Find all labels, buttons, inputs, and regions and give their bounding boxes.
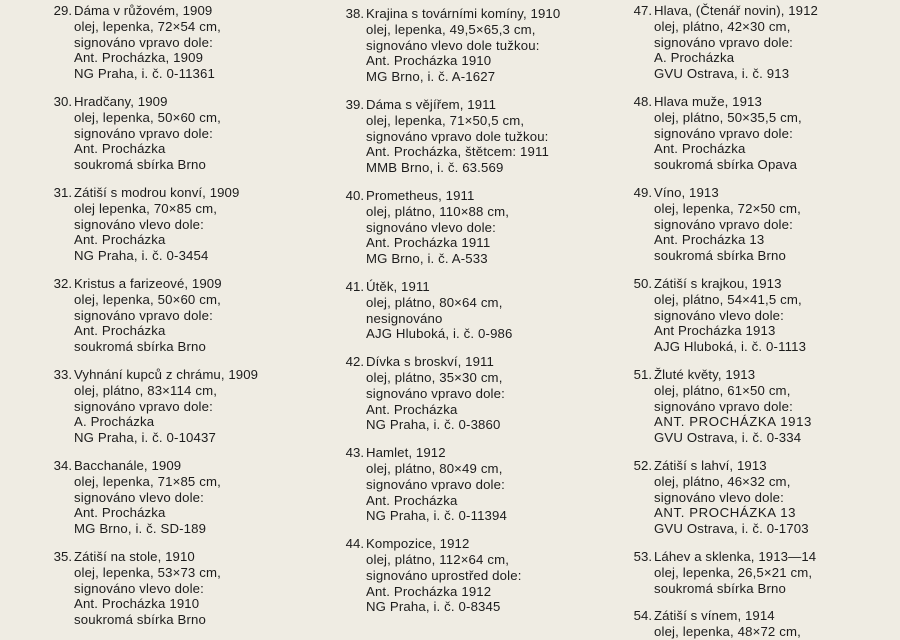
- entry-collection: MG Brno, i. č. A-1627: [366, 69, 496, 85]
- entry-title: Hlava, (Čtenář novin), 1912: [654, 3, 818, 18]
- entry-signature-text: ANT. PROCHÁZKA 13: [654, 505, 797, 521]
- entry-collection: soukromá sbírka Brno: [74, 157, 206, 173]
- entry-number: 30.: [53, 93, 72, 109]
- entry-collection: soukromá sbírka Brno: [654, 248, 786, 264]
- catalogue-entry-50: [622, 276, 892, 355]
- entry-collection: soukromá sbírka Brno: [74, 339, 206, 355]
- entry-signature-text: Ant. Procházka, 1909: [74, 50, 204, 66]
- entry-title: Kristus a farizeové, 1909: [74, 275, 222, 291]
- entry-collection: GVU Ostrava, i. č. 913: [654, 66, 790, 82]
- entry-number: 43.: [345, 445, 364, 461]
- entry-signature: signováno vpravo dole:: [654, 398, 793, 414]
- entry-medium: olej, plátno, 35×30 cm,: [366, 369, 503, 385]
- entry-medium: olej, lepenka, 71×50,5 cm,: [366, 112, 525, 128]
- catalogue-entry-32: [42, 276, 312, 355]
- entry-signature-text: Ant. Procházka: [74, 505, 166, 521]
- entry-number: 31.: [53, 184, 72, 200]
- entry-collection: NG Praha, i. č. 0-3860: [366, 417, 501, 433]
- entry-signature-text: A. Procházka: [654, 50, 735, 66]
- entry-title: Prometheus, 1911: [366, 187, 475, 203]
- entry-signature-text: Ant. Procházka: [654, 141, 746, 157]
- catalogue-entry-52: [622, 458, 892, 537]
- entry-medium: olej, lepenka, 53×73 cm,: [74, 564, 221, 580]
- entry-medium: olej, plátno, 46×32 cm,: [654, 473, 791, 489]
- entry-medium: olej, lepenka, 72×54 cm,: [74, 18, 221, 34]
- entry-title: Víno, 1913: [654, 184, 719, 200]
- entry-title: Kompozice, 1912: [366, 536, 470, 552]
- entry-number: 51.: [633, 366, 652, 382]
- entry-collection: soukromá sbírka Brno: [654, 580, 786, 596]
- entry-number: 49.: [633, 184, 652, 200]
- entry-signature-text: Ant. Procházka 1911: [366, 235, 491, 251]
- entry-medium: olej, lepenka, 50×60 cm,: [74, 291, 221, 307]
- entry-signature: signováno vlevo dole:: [654, 489, 784, 505]
- catalogue-column-1: [42, 0, 312, 628]
- entry-title: Zátiší s lahví, 1913: [654, 457, 767, 473]
- entry-signature: signováno vlevo dole tužkou:: [366, 37, 540, 53]
- entry-signature-text: Ant. Procházka: [366, 401, 458, 417]
- entry-number: 34.: [53, 457, 72, 473]
- entry-collection: NG Praha, i. č. 0-8345: [366, 599, 501, 615]
- catalogue-entry-38: [334, 6, 614, 85]
- entry-medium: olej, plátno, 50×35,5 cm,: [654, 109, 802, 125]
- entry-medium: olej, lepenka, 49,5×65,3 cm,: [366, 21, 536, 37]
- entry-number: 29.: [53, 3, 72, 18]
- entry-signature-text: Ant Procházka 1913: [654, 323, 776, 339]
- entry-signature-text: Ant. Procházka 1910: [366, 53, 492, 69]
- catalogue-column-2: [334, 0, 614, 615]
- entry-signature: signováno vlevo dole:: [366, 219, 496, 235]
- entry-title: Dívka s broskví, 1911: [366, 354, 494, 370]
- entry-title: Útěk, 1911: [366, 278, 430, 294]
- entry-medium: olej, plátno, 42×30 cm,: [654, 18, 791, 34]
- entry-signature: signováno vlevo dole:: [74, 216, 204, 232]
- entry-collection: MG Brno, i. č. A-533: [366, 251, 488, 267]
- entry-medium: olej, plátno, 112×64 cm,: [366, 551, 510, 567]
- entry-signature: nesignováno: [366, 310, 443, 326]
- entry-signature: signováno vpravo dole:: [654, 34, 793, 50]
- entry-number: 41.: [345, 278, 364, 294]
- catalogue-column-3: [622, 0, 892, 640]
- catalogue-entry-53: [622, 549, 892, 596]
- entry-number: 33.: [53, 366, 72, 382]
- entry-title: Krajina s továrními komíny, 1910: [366, 6, 561, 21]
- entry-medium: olej, lepenka, 48×72 cm,: [654, 624, 801, 640]
- entry-collection: MMB Brno, i. č. 63.569: [366, 160, 504, 176]
- entry-signature: signováno vlevo dole:: [74, 580, 204, 596]
- entry-number: 44.: [345, 536, 364, 552]
- entry-signature-text: Ant. Procházka 13: [654, 232, 765, 248]
- entry-number: 54.: [633, 608, 652, 624]
- entry-title: Žluté květy, 1913: [654, 366, 756, 382]
- catalogue-entry-44: [334, 536, 614, 615]
- entry-signature-text: Ant. Procházka 1910: [74, 596, 200, 612]
- entry-number: 38.: [345, 6, 364, 21]
- entry-signature-text: A. Procházka: [74, 414, 155, 430]
- entry-collection: soukromá sbírka Brno: [74, 612, 206, 628]
- entry-title: Zátiší s krajkou, 1913: [654, 275, 782, 291]
- entry-signature-text: Ant. Procházka: [74, 232, 166, 248]
- entry-signature: signováno vlevo dole:: [74, 489, 204, 505]
- catalogue-entry-30: [42, 94, 312, 173]
- entry-title: Dáma v růžovém, 1909: [74, 3, 213, 18]
- entry-collection: soukromá sbírka Opava: [654, 157, 798, 173]
- entry-medium: olej, plátno, 61×50 cm,: [654, 382, 791, 398]
- entry-number: 40.: [345, 187, 364, 203]
- entry-medium: olej, plátno, 80×49 cm,: [366, 460, 503, 476]
- entry-collection: GVU Ostrava, i. č. 0-1703: [654, 521, 809, 537]
- entry-signature: signováno vpravo dole:: [366, 476, 505, 492]
- catalogue-entry-33: [42, 367, 312, 446]
- entry-signature: signováno vpravo dole:: [366, 385, 505, 401]
- entry-number: 47.: [633, 3, 652, 18]
- entry-number: 48.: [633, 93, 652, 109]
- entry-collection: AJG Hluboká, i. č. 0-986: [366, 326, 513, 342]
- entry-collection: NG Praha, i. č. 0-10437: [74, 430, 216, 446]
- entry-medium: olej, plátno, 110×88 cm,: [366, 203, 510, 219]
- catalogue-entry-41: [334, 279, 614, 342]
- entry-medium: olej, plátno, 54×41,5 cm,: [654, 291, 802, 307]
- entry-collection: MG Brno, i. č. SD-189: [74, 521, 207, 537]
- entry-signature: signováno vlevo dole:: [654, 307, 784, 323]
- entry-signature: signováno vpravo dole:: [74, 398, 213, 414]
- entry-title: Zátiší s vínem, 1914: [654, 608, 775, 624]
- entry-signature-text: Ant. Procházka 1912: [366, 583, 492, 599]
- entry-signature-text: Ant. Procházka, štětcem: 1911: [366, 144, 549, 160]
- entry-title: Bacchanále, 1909: [74, 457, 182, 473]
- entry-number: 32.: [53, 275, 72, 291]
- entry-signature-text: ANT. PROCHÁZKA 1913: [654, 414, 812, 430]
- entry-title: Láhev a sklenka, 1913—14: [654, 548, 817, 564]
- entry-title: Hradčany, 1909: [74, 93, 168, 109]
- entry-medium: olej, lepenka, 50×60 cm,: [74, 109, 221, 125]
- entry-collection: NG Praha, i. č. 0-11361: [74, 66, 216, 82]
- entry-number: 52.: [633, 457, 652, 473]
- entry-signature: signováno vpravo dole tužkou:: [366, 128, 549, 144]
- entry-medium: olej, plátno, 83×114 cm,: [74, 382, 218, 398]
- entry-collection: AJG Hluboká, i. č. 0-1113: [654, 339, 807, 355]
- catalogue-entry-29: [42, 3, 312, 82]
- catalogue-entry-39: [334, 97, 614, 176]
- entry-number: 53.: [633, 548, 652, 564]
- entry-signature: signováno vpravo dole:: [654, 216, 793, 232]
- entry-collection: NG Praha, i. č. 0-3454: [74, 248, 209, 264]
- catalogue-entry-54: [622, 608, 892, 640]
- catalogue-entry-35: [42, 549, 312, 628]
- entry-signature: signováno uprostřed dole:: [366, 567, 522, 583]
- entry-title: Dáma s vějířem, 1911: [366, 96, 497, 112]
- catalogue-entry-34: [42, 458, 312, 537]
- entry-collection: NG Praha, i. č. 0-11394: [366, 508, 508, 524]
- entry-medium: olej, lepenka, 26,5×21 cm,: [654, 564, 813, 580]
- entry-medium: olej lepenka, 70×85 cm,: [74, 200, 218, 216]
- entry-signature-text: Ant. Procházka: [74, 141, 166, 157]
- catalogue-entry-51: [622, 367, 892, 446]
- entry-medium: olej, plátno, 80×64 cm,: [366, 294, 503, 310]
- entry-collection: GVU Ostrava, i. č. 0-334: [654, 430, 802, 446]
- catalogue-entry-49: [622, 185, 892, 264]
- entry-number: 35.: [53, 548, 72, 564]
- entry-medium: olej, lepenka, 71×85 cm,: [74, 473, 221, 489]
- catalogue-entry-43: [334, 445, 614, 524]
- entry-title: Zátiší na stole, 1910: [74, 548, 195, 564]
- entry-signature-text: Ant. Procházka: [74, 323, 166, 339]
- entry-number: 42.: [345, 354, 364, 370]
- entry-medium: olej, lepenka, 72×50 cm,: [654, 200, 801, 216]
- entry-title: Zátiší s modrou konví, 1909: [74, 184, 240, 200]
- catalogue-entry-47: [622, 3, 892, 82]
- entry-signature: signováno vpravo dole:: [74, 34, 213, 50]
- entry-title: Hlava muže, 1913: [654, 93, 762, 109]
- entry-signature: signováno vpravo dole:: [654, 125, 793, 141]
- entry-number: 39.: [345, 96, 364, 112]
- entry-signature: signováno vpravo dole:: [74, 125, 213, 141]
- catalogue-entry-31: [42, 185, 312, 264]
- entry-title: Vyhnání kupců z chrámu, 1909: [74, 366, 259, 382]
- entry-title: Hamlet, 1912: [366, 445, 446, 461]
- entry-signature: signováno vpravo dole:: [74, 307, 213, 323]
- catalogue-entry-48: [622, 94, 892, 173]
- catalogue-entry-40: [334, 188, 614, 267]
- catalogue-entry-42: [334, 354, 614, 433]
- entry-signature-text: Ant. Procházka: [366, 492, 458, 508]
- entry-number: 50.: [633, 275, 652, 291]
